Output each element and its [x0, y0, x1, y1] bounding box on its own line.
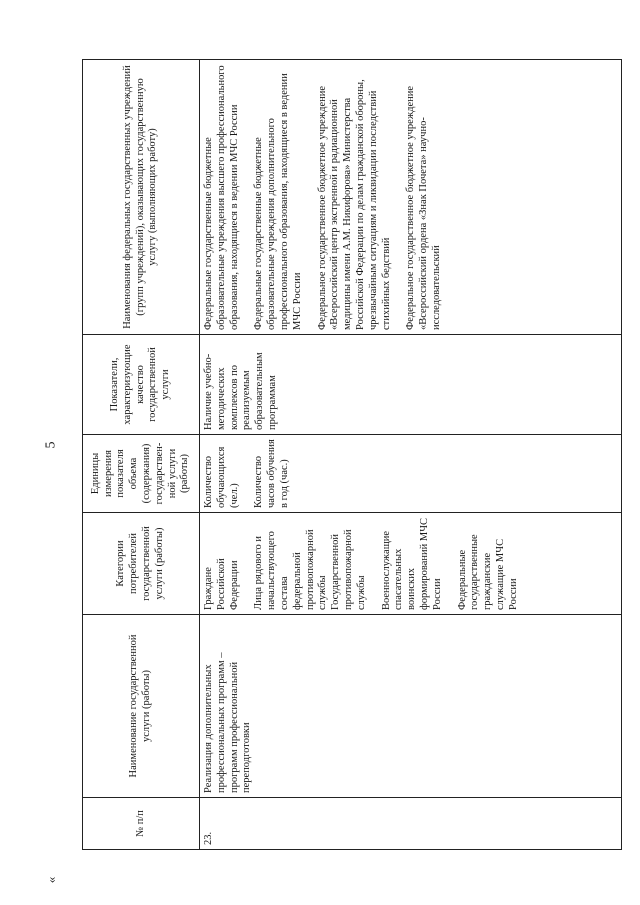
header-number: № п/п — [83, 798, 200, 850]
header-institutions: Наименования федеральных государственных учреждений (групп учреждений), оказывающих государственную услугу (выполняющих работу) — [83, 60, 200, 335]
consumer-item: Военнослужащие спасательных воинских формирований МЧС России — [380, 517, 443, 610]
header-units: Единицы измерения показателя объема (содержания) государствен-ной услуги (работы) — [83, 435, 200, 513]
service-name-cell: Реализация дополнительных профессиональных программ – программ профессиональной переподготовки — [200, 615, 622, 798]
page-number: 5 — [43, 441, 59, 449]
unit-item: Количество обучающихся (чел.) — [203, 446, 240, 508]
institution-item: Федеральные государственные бюджетные образовательные учреждения дополнительного профессионального образования, находящиеся в ведении МЧС России — [253, 73, 303, 330]
margin-mark: « — [43, 876, 59, 884]
institution-item: Федеральное государственное бюджетное учреждение «Всероссийский ордена «Знак Почета» научно-исследовательский — [405, 85, 442, 330]
consumers-cell — [200, 513, 622, 615]
institutions-cell — [200, 60, 622, 335]
consumer-item: Лица рядового и начальствующего состава федеральной противопожарной службы Государственной противопожарной службы — [253, 529, 367, 610]
services-table — [82, 59, 622, 850]
table-header-row — [83, 60, 200, 850]
table-row — [200, 60, 622, 850]
consumer-item: Граждане Российской Федерации — [203, 558, 240, 610]
header-service-name: Наименование государственной услуги (работы) — [83, 615, 200, 798]
unit-item: Количество часов обучения в год (час.) — [253, 439, 290, 508]
header-consumer-categories: Категории потребителей государственной услуги (работы) — [83, 513, 200, 615]
units-cell — [200, 435, 622, 513]
row-number: 23. — [200, 798, 622, 850]
institution-item: Федеральные государственные бюджетные образовательные учреждения высшего профессионального образования, находящиеся в ведении МЧС России — [203, 65, 240, 330]
rotated-table-container — [82, 60, 622, 850]
header-quality-indicators: Показатели, характеризующие качество государственной услуги — [83, 335, 200, 435]
quality-cell: Наличие учебно-методических комплексов по реализуемым образовательным программам — [200, 335, 622, 435]
institution-item: Федеральное государственное бюджетное учреждение «Всероссийский центр экстренной и радиационной медицины имени А.М. Никифорова» Министерства Российской Федерации по делам гражданской обороны, чрезвычайным ситуациям и ликвидации последствий стихийных бедствий — [316, 79, 392, 330]
consumer-item: Федеральные государственные гражданские служащие МЧС России — [456, 534, 519, 610]
